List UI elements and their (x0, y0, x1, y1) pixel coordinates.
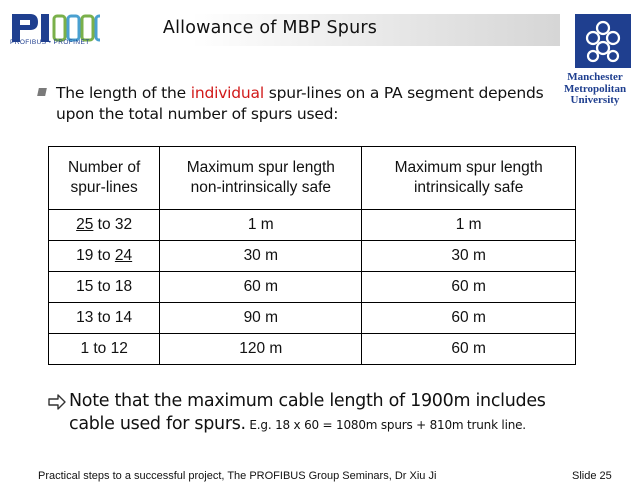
header-number-of-spur-lines (49, 147, 160, 210)
cell-spurs (49, 241, 160, 272)
mmu-line-3: University (570, 94, 620, 106)
pi-logo-tagline: PROFIBUS • PROFINET (10, 39, 90, 46)
mmu-crest-logo (575, 14, 631, 68)
header-max-is (362, 147, 576, 210)
note-example: E.g. 18 x 60 = 1080m spurs + 810m trunk line. (245, 418, 526, 432)
note-text (69, 390, 589, 437)
mmu-line-1: Manchester (567, 71, 623, 83)
cell-is: 30 m (362, 241, 576, 272)
cell-spurs: 13 to 14 (49, 303, 160, 334)
footer-credit: Practical steps to a successful project, The PROFIBUS Group Seminars, Dr Xiu Ji (38, 470, 437, 482)
cell-is: 60 m (362, 272, 576, 303)
mmu-line-2: Metropolitan (563, 82, 627, 95)
header-line: non-intrinsically safe (190, 179, 332, 196)
header-line: spur-lines (70, 179, 138, 196)
table-row (49, 272, 576, 303)
slide-title: Allowance of MBP Spurs (162, 18, 378, 38)
cell-spurs: 1 to 12 (49, 334, 160, 365)
cell-spurs-pre: 19 to (76, 247, 115, 264)
cell-non-is: 60 m (160, 272, 362, 303)
cell-non-is: 90 m (160, 303, 362, 334)
cell-spurs (49, 210, 160, 241)
table-row (49, 210, 576, 241)
arrow-right-icon (47, 393, 67, 411)
header-max-non-is (160, 147, 362, 210)
table-row (49, 334, 576, 365)
header-line: intrinsically safe (413, 179, 524, 196)
intro-after: spur-lines on a PA segment depends upon the total number of spurs used: (56, 84, 544, 123)
header-line: Maximum spur length (186, 159, 335, 176)
header-line: Number of (67, 159, 141, 176)
cell-spurs-underlined: 24 (114, 247, 133, 264)
cell-spurs: 15 to 18 (49, 272, 160, 303)
table-row (49, 303, 576, 334)
cell-is: 1 m (362, 210, 576, 241)
note-main: Note that the maximum cable length of 1900m includes cable used for spurs. (69, 391, 546, 434)
cell-non-is: 120 m (160, 334, 362, 365)
intro-highlight: individual (190, 84, 264, 102)
intro-text (56, 83, 576, 125)
slide-number: Slide 25 (572, 470, 612, 482)
intro-before: The length of the (56, 84, 191, 102)
cell-spurs-underlined: 25 (76, 216, 94, 233)
table-header-row (49, 147, 576, 210)
cell-is: 60 m (362, 334, 576, 365)
bullet-square-icon (37, 88, 47, 96)
cell-non-is: 1 m (160, 210, 362, 241)
spur-length-table (48, 146, 576, 365)
cell-non-is: 30 m (160, 241, 362, 272)
table-row (49, 241, 576, 272)
header-line: Maximum spur length (394, 159, 543, 176)
cell-is: 60 m (362, 303, 576, 334)
cell-spurs-rest: to 32 (93, 216, 133, 233)
